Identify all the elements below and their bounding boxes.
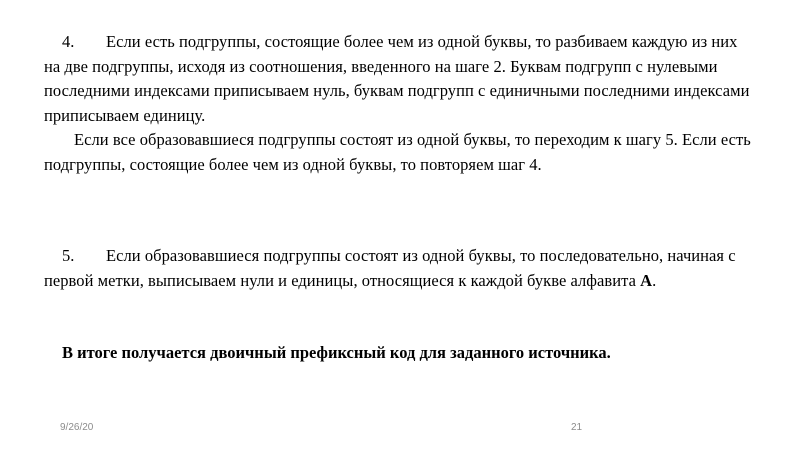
step-5-block bbox=[44, 244, 754, 293]
step-4-continuation-text: Если все образовавшиеся подгруппы состоят из одной буквы, то переходим к шагу 5. Если есть подгруппы, состоящие более чем из одной буквы, то повторяем шаг 4. bbox=[44, 130, 751, 174]
step-5-number: 5. bbox=[62, 246, 75, 265]
step-5-paragraph bbox=[44, 244, 754, 293]
step-5-text-end: . bbox=[652, 270, 657, 290]
step-4-paragraph-1 bbox=[44, 30, 754, 128]
conclusion-text: В итоге получается двоичный префиксный код для заданного источника. bbox=[62, 343, 611, 362]
step-4-block bbox=[44, 30, 754, 177]
step-4-paragraph-2 bbox=[44, 128, 754, 177]
step-5-text: Если образовавшиеся подгруппы состоят из одной буквы, то последовательно, начиная с первой метки, выписываем нули и единицы, относящиеся к каждой букве алфавита bbox=[44, 246, 736, 290]
step-4-number: 4. bbox=[62, 32, 75, 51]
footer-date: 9/26/20 bbox=[60, 422, 94, 433]
alphabet-symbol: А bbox=[640, 270, 653, 290]
footer-page-number: 21 bbox=[571, 422, 583, 433]
step-4-text: Если есть подгруппы, состоящие более чем из одной буквы, то разбиваем каждую из них на две подгруппы, исходя из соотношения, введенного на шаге 2. Буквам подгрупп с нулевыми последними индексами приписываем нуль, буквам подгрупп с единичными последними индексами приписываем единицу. bbox=[44, 32, 750, 125]
